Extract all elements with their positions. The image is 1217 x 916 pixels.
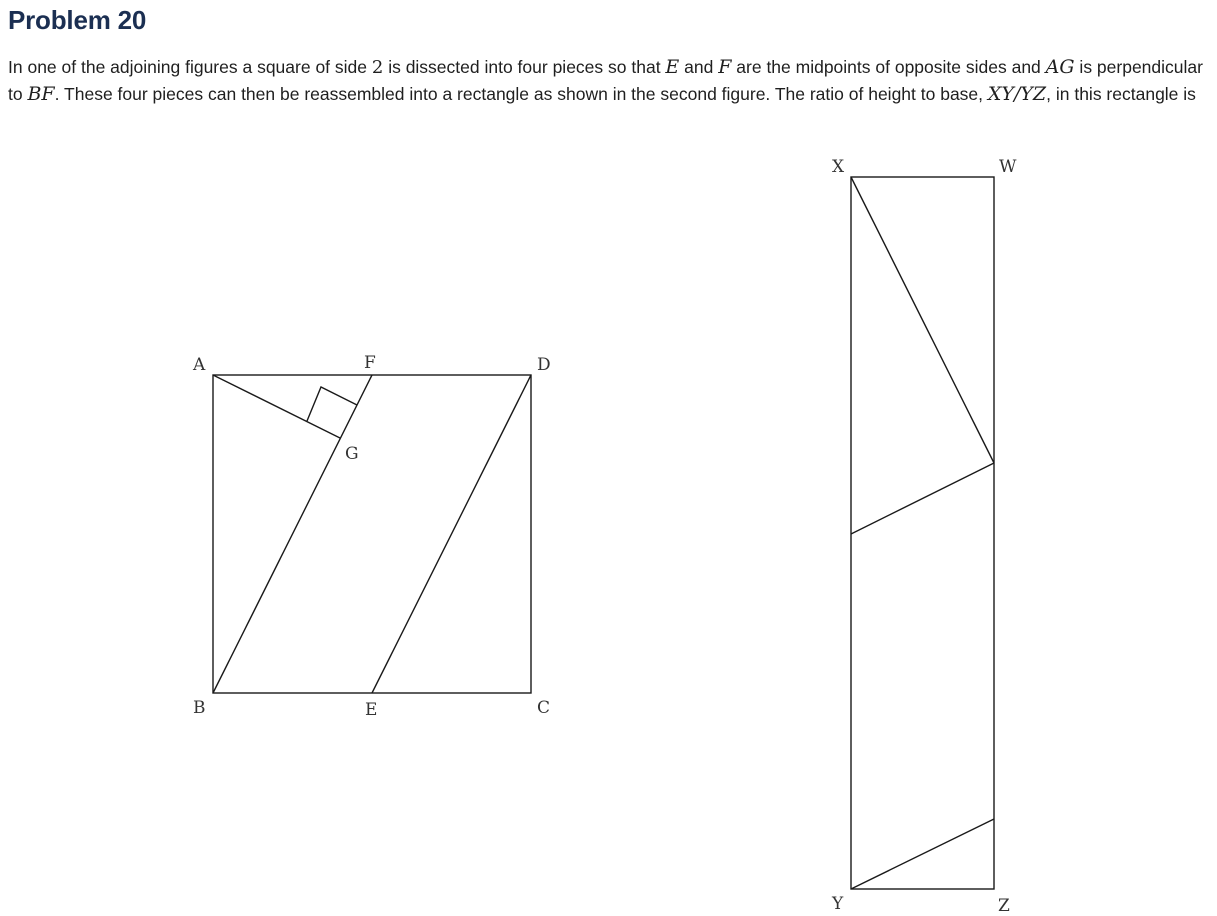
math-segment-ag: AG <box>1045 56 1075 78</box>
label-z: Z <box>998 896 1010 916</box>
problem-title: Problem 20 <box>8 5 147 35</box>
text-segment: , in this rectangle is <box>1046 84 1196 104</box>
math-segment-bf: BF <box>27 83 55 105</box>
label-y: Y <box>832 894 844 914</box>
square-outline <box>213 375 531 693</box>
label-e: E <box>365 700 378 720</box>
rectangle-figure <box>831 157 1017 916</box>
label-g: G <box>345 444 359 464</box>
text-segment: and <box>679 57 719 77</box>
label-c: C <box>537 698 551 718</box>
text-segment: are the midpoints of opposite sides and <box>731 57 1046 77</box>
math-point-f: F <box>718 56 732 78</box>
math-point-e: E <box>665 56 680 78</box>
math-ratio-xy-yz: XY/YZ <box>987 83 1047 105</box>
text-segment: In one of the adjoining figures a square of side <box>8 57 372 77</box>
label-b: B <box>193 698 206 718</box>
rectangle-bottom-segment <box>851 819 994 889</box>
right-angle-marker <box>307 387 357 421</box>
label-w: W <box>999 157 1017 177</box>
label-f: F <box>364 353 376 373</box>
label-d: D <box>537 355 551 375</box>
rectangle-diagonal-segment <box>851 177 994 463</box>
math-side-length: 2 <box>371 57 384 78</box>
rectangle-outline <box>851 177 994 889</box>
segment-bf <box>213 375 372 693</box>
segment-ed <box>372 375 531 693</box>
square-figure <box>192 353 551 720</box>
text-segment: . These four pieces can then be reassembled into a rectangle as shown in the second figure. The ratio of height to base, <box>54 84 988 104</box>
text-segment: is perpendicular to <box>8 57 1203 104</box>
label-a: A <box>193 355 206 375</box>
label-x: X <box>832 157 845 177</box>
rectangle-middle-segment <box>851 463 994 534</box>
segment-ag <box>213 375 340 438</box>
text-segment: is dissected into four pieces so that <box>383 57 666 77</box>
